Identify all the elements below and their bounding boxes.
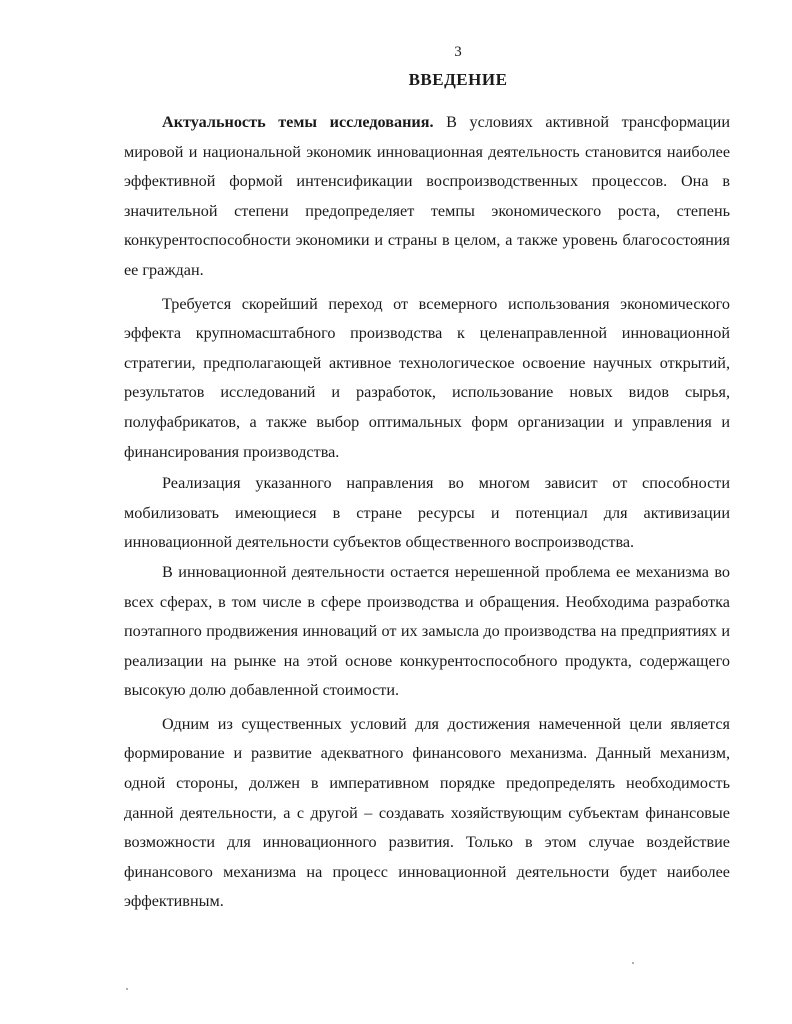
scan-speck [632,962,634,964]
paragraph-text: Одним из существенных условий для достижения намеченной цели является формирование и развитие адекватного финансового механизма. Данный механизм, одной стороны, должен в императивном порядке предопределять необходимость данной деятельности, а с другой – создавать хозяйствующим субъектам финансовые возможности для инновационного развития. Только в этом случае воздействие финансового механизма на процесс инновационной деятельности будет наиболее эффективным. [124,714,730,911]
paragraph-transition [124,290,730,468]
paragraph-text: В инновационной деятельности остается нерешенной проблема ее механизма во всех сферах, в том числе в сфере производства и обращения. Необходима разработка поэтапного продвижения инноваций от их замысла до производства на предприятиях и реализации на рынке на этой основе конкурентоспособного продукта, содержащего высокую долю добавленной стоимости. [124,562,730,700]
paragraph-financial [124,710,730,917]
page-number: 3 [454,44,462,60]
scan-speck [126,988,128,990]
paragraph-relevance [124,108,730,286]
paragraph-text: В условиях активной трансформации мировой и национальной экономик инновационная деятельность становится наиболее эффективной формой интенсификации воспроизводственных процессов. Она в значительной степени предопределяет темпы экономического роста, степень конкурентоспособности экономики и страны в целом, а также уровень благосостояния ее граждан. [124,113,730,279]
paragraph-text: Требуется скорейший переход от всемерного использования экономического эффекта крупномасштабного производства к целенаправленной инновационной стратегии, предполагающей активное технологическое освоение научных открытий, результатов исследований и разработок, использование новых видов сырья, полуфабрикатов, а также выбор оптимальных форм организации и управления и финансирования производства. [124,294,730,461]
paragraph-realization [124,469,730,558]
paragraph-lead-bold: Актуальность темы исследования. [162,113,434,131]
body-text [124,108,730,917]
page-title: ВВЕДЕНИЕ [408,70,508,89]
paragraph-mechanism [124,558,730,706]
paragraph-text: Реализация указанного направления во многом зависит от способности мобилизовать имеющиеся в стране ресурсы и потенциал для активизации инновационной деятельности субъектов общественного воспроизводства. [124,474,730,552]
